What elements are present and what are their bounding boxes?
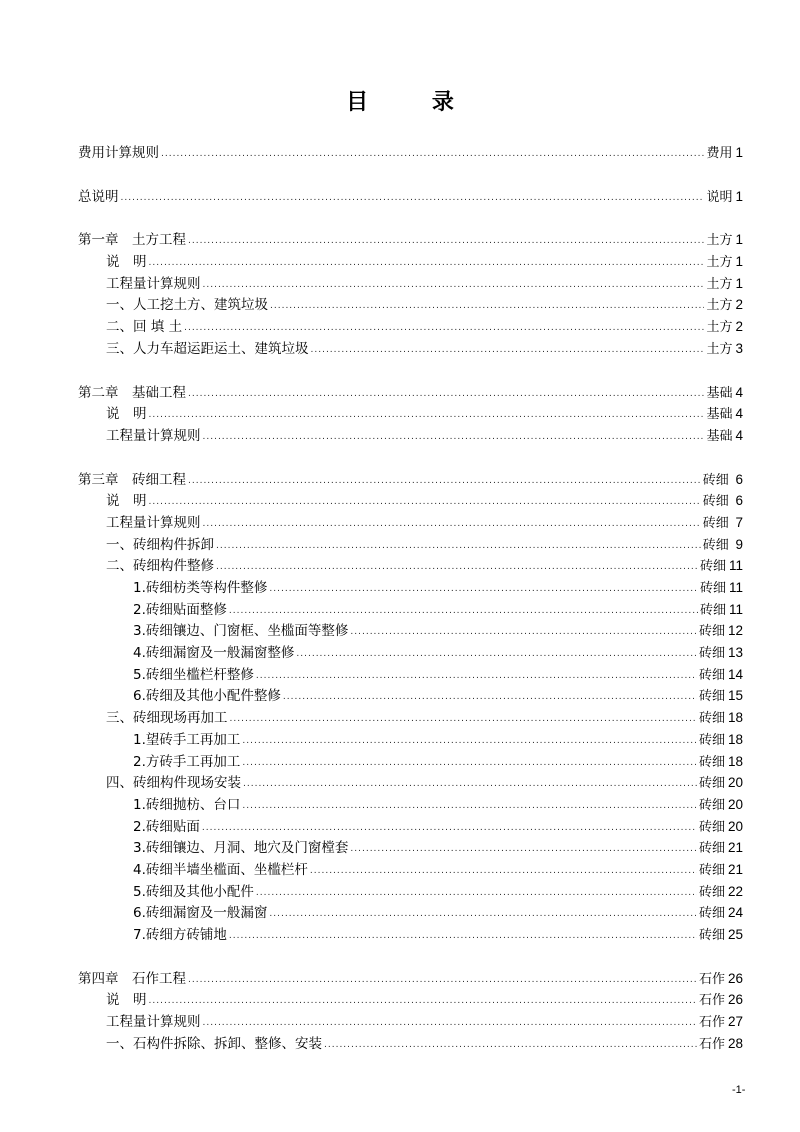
- page-number: -1-: [732, 1084, 746, 1096]
- toc-page-ref: [703, 490, 743, 513]
- toc-entry-label: 工程量计算规则: [106, 427, 201, 444]
- toc-entry[interactable]: [78, 469, 743, 491]
- toc-entry[interactable]: [78, 403, 743, 425]
- toc-page-prefix: 说明: [706, 189, 733, 205]
- toc-page-prefix: 砖细: [702, 472, 729, 488]
- toc-entry-label: 费用计算规则: [78, 145, 159, 161]
- toc-page-ref: [706, 425, 743, 448]
- toc-entry-label: 三、砖细现场再加工: [106, 710, 228, 727]
- dot-leader: [242, 731, 697, 753]
- dot-leader: [242, 796, 697, 818]
- toc-page-prefix: 石作: [698, 1015, 725, 1031]
- toc-entry[interactable]: [78, 924, 743, 946]
- toc-page-number: 20: [727, 796, 743, 812]
- toc-page-prefix: 石作: [698, 1036, 725, 1052]
- toc-page-prefix: 砖细: [698, 624, 725, 640]
- dot-leader: [243, 774, 697, 796]
- toc-section: [78, 186, 743, 208]
- toc-page-ref: [706, 273, 743, 296]
- dot-leader: [310, 861, 697, 883]
- toc-entry-label: 3.砖细镶边、门窗框、坐槛面等整修: [133, 623, 349, 640]
- toc-entry[interactable]: [78, 599, 743, 621]
- toc-page-prefix: 砖细: [698, 862, 725, 878]
- toc-page-ref: [699, 772, 743, 795]
- toc-page-prefix: 砖细: [698, 928, 725, 943]
- dot-leader: [203, 514, 701, 536]
- toc-page-prefix: 基础: [706, 407, 733, 423]
- toc-entry[interactable]: [78, 837, 743, 859]
- toc-page-ref: [699, 816, 743, 839]
- dot-leader: [203, 427, 705, 449]
- toc-page-number: 4: [735, 384, 743, 400]
- toc-entry[interactable]: [78, 273, 743, 295]
- toc-page-prefix: 砖细: [698, 732, 725, 748]
- dot-leader: [202, 818, 697, 840]
- toc-page-number: 2: [735, 297, 743, 313]
- toc-page-ref: [699, 881, 743, 904]
- toc-page-ref: [700, 577, 743, 600]
- toc-page-ref: [699, 620, 743, 643]
- toc-page-number: 1: [735, 232, 743, 248]
- toc-entry-label: 2.方砖手工再加工: [133, 753, 241, 770]
- toc-page-number: 28: [727, 1035, 743, 1051]
- toc-page-prefix: 石作: [698, 971, 725, 987]
- toc-section: [78, 382, 743, 447]
- toc-page-prefix: 基础: [706, 428, 733, 444]
- toc-entry[interactable]: [78, 664, 743, 686]
- toc-page-ref: [699, 751, 743, 774]
- toc-entry-label: 二、砖细构件整修: [106, 558, 214, 575]
- toc-entry-label: 说 明: [106, 254, 147, 271]
- toc-entry-label: 一、人工挖土方、建筑垃圾: [106, 297, 268, 314]
- toc-entry-label: 一、砖细构件拆卸: [106, 536, 214, 553]
- toc-page-ref: [706, 338, 743, 361]
- dot-leader: [350, 839, 697, 861]
- toc-page-number: 14: [727, 666, 743, 682]
- toc-page-number: 20: [727, 818, 743, 834]
- toc-entry-label: 工程量计算规则: [106, 275, 201, 292]
- toc-entry[interactable]: [78, 186, 743, 208]
- toc-entry-label: 工程量计算规则: [106, 514, 201, 531]
- toc-entry[interactable]: [78, 512, 743, 534]
- dot-leader: [121, 188, 705, 210]
- toc-page-prefix: 石作: [698, 993, 725, 1009]
- toc-page-ref: [706, 403, 743, 426]
- dot-leader: [283, 687, 697, 709]
- dot-leader: [203, 1013, 697, 1035]
- toc-page-prefix: 砖细: [698, 776, 725, 792]
- toc-section: [78, 142, 743, 164]
- toc-page-ref: [700, 599, 743, 622]
- toc-section: [78, 229, 743, 359]
- toc-entry-label: 三、人力车超运距运土、建筑垃圾: [106, 340, 309, 357]
- toc-page-ref: [703, 469, 743, 492]
- toc-page-ref: [706, 382, 743, 405]
- toc-page-prefix: 砖细: [698, 906, 725, 922]
- toc-entry[interactable]: [78, 989, 743, 1011]
- dot-leader: [149, 405, 705, 427]
- toc-page-prefix: 土方: [706, 255, 733, 271]
- toc-page-number: 6: [731, 493, 743, 509]
- toc-page-prefix: 砖细: [698, 711, 725, 727]
- toc-page-number: 7: [731, 514, 743, 530]
- toc-page-number: 22: [727, 883, 743, 899]
- toc-page-number: 6: [731, 471, 743, 487]
- dot-leader: [269, 904, 697, 926]
- toc-entry-label: 5.砖细及其他小配件: [133, 883, 254, 900]
- toc-page-number: 2: [735, 319, 743, 335]
- toc-page-prefix: 砖细: [698, 884, 725, 900]
- dot-leader: [242, 753, 697, 775]
- toc-page-ref: [706, 316, 743, 339]
- dot-leader: [216, 536, 701, 558]
- toc-entry[interactable]: [78, 1011, 743, 1033]
- toc-page-number: 21: [727, 840, 743, 856]
- dot-leader: [256, 666, 697, 688]
- toc-entry-label: 总说明: [78, 188, 119, 205]
- toc-entry[interactable]: [78, 425, 743, 447]
- toc-page-ref: [706, 142, 743, 165]
- toc-entry[interactable]: [78, 620, 743, 642]
- toc-page-prefix: 砖细: [699, 559, 726, 575]
- toc-page-prefix: 土方: [706, 298, 733, 314]
- toc-page-number: 21: [727, 861, 743, 877]
- toc-entry-label: 7.砖细方砖铺地: [133, 927, 227, 943]
- toc-page-prefix: 砖细: [698, 754, 725, 770]
- toc-entry-label: 1.砖细抛枋、台口: [133, 796, 241, 813]
- toc-entry[interactable]: [78, 251, 743, 273]
- toc-entry-label: 第三章 砖细工程: [78, 471, 186, 488]
- dot-leader: [149, 253, 705, 275]
- dot-leader: [229, 926, 697, 948]
- toc-page-number: 11: [728, 558, 743, 574]
- toc-page-prefix: 砖细: [699, 602, 726, 618]
- toc-entry-label: 2.砖细贴面: [133, 818, 200, 835]
- toc-page-number: 11: [728, 601, 743, 617]
- dot-leader: [296, 644, 697, 666]
- toc-page-prefix: 费用: [706, 146, 733, 161]
- dot-leader: [229, 601, 698, 623]
- toc-page-ref: [699, 1011, 743, 1034]
- toc-entry[interactable]: [78, 294, 743, 316]
- toc-page-ref: [706, 229, 743, 252]
- toc-page-number: 27: [727, 1014, 743, 1030]
- toc-page-number: 11: [728, 580, 743, 595]
- toc-entry-label: 第二章 基础工程: [78, 384, 186, 401]
- toc-page-prefix: 基础: [706, 385, 733, 401]
- toc-entry-label: 二、回 填 土: [106, 319, 183, 336]
- toc-page-prefix: 土方: [706, 320, 733, 336]
- toc-page-number: 1: [735, 188, 743, 204]
- page-title: 目 录: [346, 89, 482, 115]
- dot-leader: [149, 492, 701, 514]
- dot-leader: [256, 883, 697, 905]
- toc-entry[interactable]: [78, 685, 743, 707]
- toc-page-number: 1: [735, 275, 743, 291]
- dot-leader: [269, 579, 698, 601]
- dot-leader: [230, 709, 697, 731]
- toc-page-ref: [699, 924, 743, 947]
- toc-entry[interactable]: [78, 772, 743, 794]
- toc-page-ref: [706, 251, 743, 274]
- toc-page-prefix: 砖细: [698, 797, 725, 813]
- dot-leader: [350, 622, 697, 644]
- toc-page-number: 25: [727, 927, 743, 942]
- toc-page-ref: [699, 794, 743, 817]
- toc-page-ref: [700, 555, 743, 578]
- toc-page-number: 18: [727, 753, 743, 769]
- toc-page-number: 3: [735, 340, 743, 356]
- toc-page-prefix: 土方: [706, 341, 733, 357]
- toc-entry[interactable]: [78, 729, 743, 751]
- toc-entry-label: 一、石构件拆除、拆卸、整修、安装: [106, 1035, 322, 1052]
- toc-entry-label: 说 明: [106, 992, 147, 1009]
- toc-page-prefix: 砖细: [698, 819, 725, 835]
- toc-page-ref: [699, 707, 743, 730]
- toc-entry-label: 1.砖细枋类等构件整修: [133, 580, 268, 596]
- toc-entry[interactable]: [78, 382, 743, 404]
- toc-page-ref: [703, 512, 743, 535]
- toc-entry[interactable]: [78, 642, 743, 664]
- toc-page-number: 1: [735, 145, 743, 160]
- toc-page-prefix: 砖细: [702, 494, 729, 510]
- toc-page-ref: [699, 968, 743, 991]
- toc-entry-label: 工程量计算规则: [106, 1014, 201, 1031]
- toc-entry[interactable]: [78, 859, 743, 881]
- toc-entry[interactable]: [78, 1033, 743, 1055]
- toc-page-number: 15: [727, 688, 743, 704]
- table-of-contents: [78, 142, 743, 1076]
- toc-page-ref: [699, 642, 743, 665]
- toc-page-number: 24: [727, 905, 743, 921]
- toc-page-ref: [699, 729, 743, 752]
- toc-entry-label: 第四章 石作工程: [78, 970, 186, 987]
- toc-entry[interactable]: [78, 816, 743, 838]
- toc-page-prefix: 砖细: [698, 841, 725, 857]
- toc-page-number: 1: [735, 254, 743, 270]
- toc-entry-label: 4.砖细半墙坐槛面、坐槛栏杆: [133, 861, 308, 878]
- toc-page-ref: [699, 837, 743, 860]
- toc-entry-label: 说 明: [106, 406, 147, 423]
- dot-leader: [188, 231, 704, 253]
- toc-entry-label: 4.砖细漏窗及一般漏窗整修: [133, 645, 295, 662]
- toc-section: [78, 968, 743, 1055]
- toc-page-number: 18: [727, 731, 743, 747]
- toc-entry-label: 第一章 土方工程: [78, 232, 186, 249]
- toc-page-prefix: 砖细: [699, 581, 726, 596]
- toc-page-ref: [706, 186, 743, 209]
- toc-entry-label: 5.砖细坐槛栏杆整修: [133, 666, 254, 683]
- toc-entry[interactable]: [78, 534, 743, 556]
- toc-entry-label: 2.砖细贴面整修: [133, 601, 227, 618]
- toc-page-ref: [699, 989, 743, 1012]
- toc-entry[interactable]: [78, 577, 743, 599]
- dot-leader: [188, 471, 701, 493]
- toc-entry[interactable]: [78, 229, 743, 251]
- toc-page-number: 12: [727, 623, 743, 639]
- toc-entry-label: 6.砖细漏窗及一般漏窗: [133, 905, 268, 922]
- toc-page-prefix: 砖细: [702, 537, 729, 553]
- toc-page-ref: [703, 534, 743, 557]
- toc-entry-label: 3.砖细镶边、月洞、地穴及门窗樘套: [133, 840, 349, 857]
- toc-entry[interactable]: [78, 902, 743, 924]
- toc-page-prefix: 砖细: [698, 646, 725, 662]
- toc-entry-label: 6.砖细及其他小配件整修: [133, 688, 281, 705]
- toc-entry[interactable]: [78, 142, 743, 164]
- toc-page-ref: [699, 685, 743, 708]
- dot-leader: [324, 1035, 697, 1057]
- toc-entry[interactable]: [78, 968, 743, 990]
- toc-page-number: 4: [735, 427, 743, 443]
- toc-entry[interactable]: [78, 707, 743, 729]
- toc-page-prefix: 砖细: [702, 515, 729, 531]
- dot-leader: [184, 318, 704, 340]
- toc-page-number: 9: [731, 536, 743, 552]
- dot-leader: [188, 970, 697, 992]
- toc-entry[interactable]: [78, 316, 743, 338]
- toc-page-ref: [699, 1033, 743, 1056]
- toc-entry[interactable]: [78, 490, 743, 512]
- toc-entry[interactable]: [78, 751, 743, 773]
- toc-entry[interactable]: [78, 555, 743, 577]
- dot-leader: [270, 296, 704, 318]
- toc-page-ref: [699, 664, 743, 687]
- dot-leader: [161, 144, 704, 166]
- dot-leader: [188, 384, 704, 406]
- toc-entry[interactable]: [78, 338, 743, 360]
- toc-page-ref: [699, 902, 743, 925]
- toc-page-number: 26: [727, 970, 743, 986]
- toc-entry-label: 1.望砖手工再加工: [133, 731, 241, 748]
- toc-entry[interactable]: [78, 881, 743, 903]
- toc-page-ref: [699, 859, 743, 882]
- toc-page-number: 26: [727, 992, 743, 1008]
- dot-leader: [311, 340, 705, 362]
- dot-leader: [149, 991, 697, 1013]
- dot-leader: [216, 557, 698, 579]
- toc-page-prefix: 砖细: [698, 667, 725, 683]
- toc-page-prefix: 砖细: [698, 689, 725, 705]
- toc-entry[interactable]: [78, 794, 743, 816]
- dot-leader: [203, 275, 705, 297]
- toc-page-prefix: 土方: [706, 276, 733, 292]
- toc-page-number: 13: [727, 645, 743, 661]
- toc-entry-label: 说 明: [106, 493, 147, 510]
- toc-section: [78, 469, 743, 946]
- toc-page-number: 18: [727, 710, 743, 726]
- toc-page-prefix: 土方: [706, 233, 733, 249]
- toc-page-number: 4: [735, 406, 743, 422]
- toc-page-ref: [706, 294, 743, 317]
- toc-page-number: 20: [727, 775, 743, 791]
- toc-entry-label: 四、砖细构件现场安装: [106, 775, 241, 792]
